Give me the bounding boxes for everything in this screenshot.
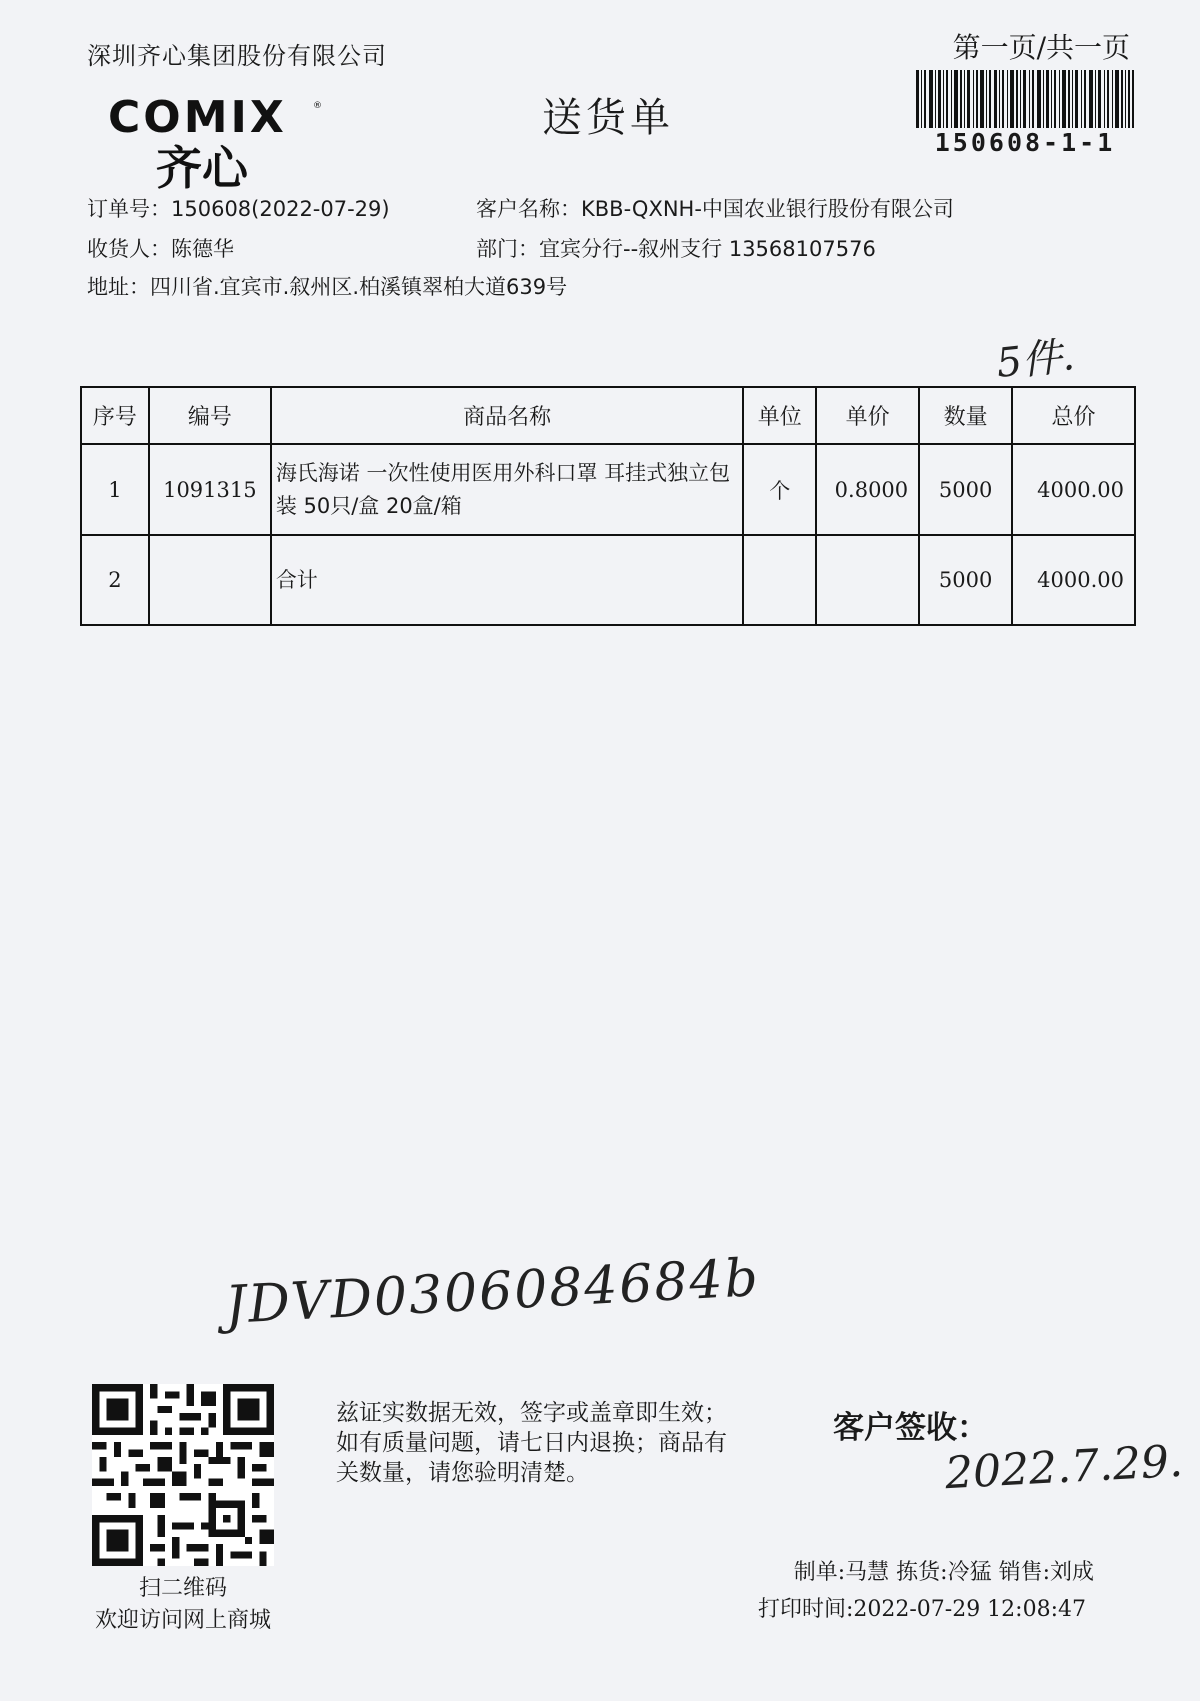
comix-logo — [108, 92, 340, 192]
cell-name: 合计 — [271, 535, 744, 625]
header-qty: 数量 — [919, 387, 1012, 444]
staff-info: 制单:马慧 拣货:冷猛 销售:刘成 — [793, 1560, 1094, 1585]
header-total: 总价 — [1012, 387, 1135, 444]
department: 部门：宜宾分行--叙州支行 13568107576 — [476, 237, 876, 261]
print-time: 打印时间:2022-07-29 12:08:47 — [757, 1597, 1086, 1622]
header-price: 单价 — [816, 387, 919, 444]
header-seq: 序号 — [81, 387, 149, 444]
handwritten-count: 5件. — [994, 333, 1077, 387]
header-code: 编号 — [149, 387, 271, 444]
cell-qty: 5000 — [919, 444, 1012, 535]
cell-total: 4000.00 — [1012, 444, 1135, 535]
customer-sign-label: 客户签收： — [833, 1410, 988, 1446]
table-row — [81, 444, 1135, 535]
cell-code — [149, 535, 271, 625]
cell-code: 1091315 — [149, 444, 271, 535]
cell-price — [816, 535, 919, 625]
company-name: 深圳齐心集团股份有限公司 — [87, 42, 387, 70]
cell-seq: 1 — [81, 444, 149, 535]
cell-unit: 个 — [743, 444, 816, 535]
notice-text: 兹证实数据无效，签字或盖章即生效；如有质量问题，请七日内退换；商品有关数量，请您验明清楚。 — [336, 1400, 727, 1486]
qr-code — [92, 1384, 274, 1566]
customer-name: 客户名称：KBB-QXNH-中国农业银行股份有限公司 — [476, 197, 954, 221]
cell-name: 海氏海诺 一次性使用医用外科口罩 耳挂式独立包装 50只/盒 20盒/箱 — [271, 444, 744, 535]
goods-table — [80, 386, 1136, 626]
svg-text:®: ® — [313, 101, 322, 111]
barcode-number: 150608-1-1 — [934, 128, 1116, 157]
barcode — [916, 70, 1134, 128]
cell-unit — [743, 535, 816, 625]
cell-qty: 5000 — [919, 535, 1012, 625]
cell-price: 0.8000 — [816, 444, 919, 535]
qr-caption-scan: 扫二维码 — [138, 1576, 227, 1601]
table-row — [81, 535, 1135, 625]
qr-caption-shop: 欢迎访问网上商城 — [94, 1608, 271, 1633]
table-header-row — [81, 387, 1135, 444]
handwritten-code: JDVD0306084684b — [223, 1248, 762, 1336]
document-title: 送货单 — [542, 95, 674, 141]
receiver: 收货人：陈德华 — [87, 237, 234, 261]
page-indicator: 第一页/共一页 — [952, 31, 1130, 64]
cell-total: 4000.00 — [1012, 535, 1135, 625]
svg-text:COMIX: COMIX — [108, 92, 287, 143]
header-name: 商品名称 — [271, 387, 744, 444]
cell-seq: 2 — [81, 535, 149, 625]
handwritten-date: 2022.7.29. — [943, 1435, 1185, 1500]
order-number: 订单号：150608(2022-07-29) — [87, 197, 390, 221]
svg-text:齐心: 齐心 — [156, 141, 248, 192]
address: 地址：四川省.宜宾市.叙州区.柏溪镇翠柏大道639号 — [87, 275, 568, 299]
header-unit: 单位 — [743, 387, 816, 444]
